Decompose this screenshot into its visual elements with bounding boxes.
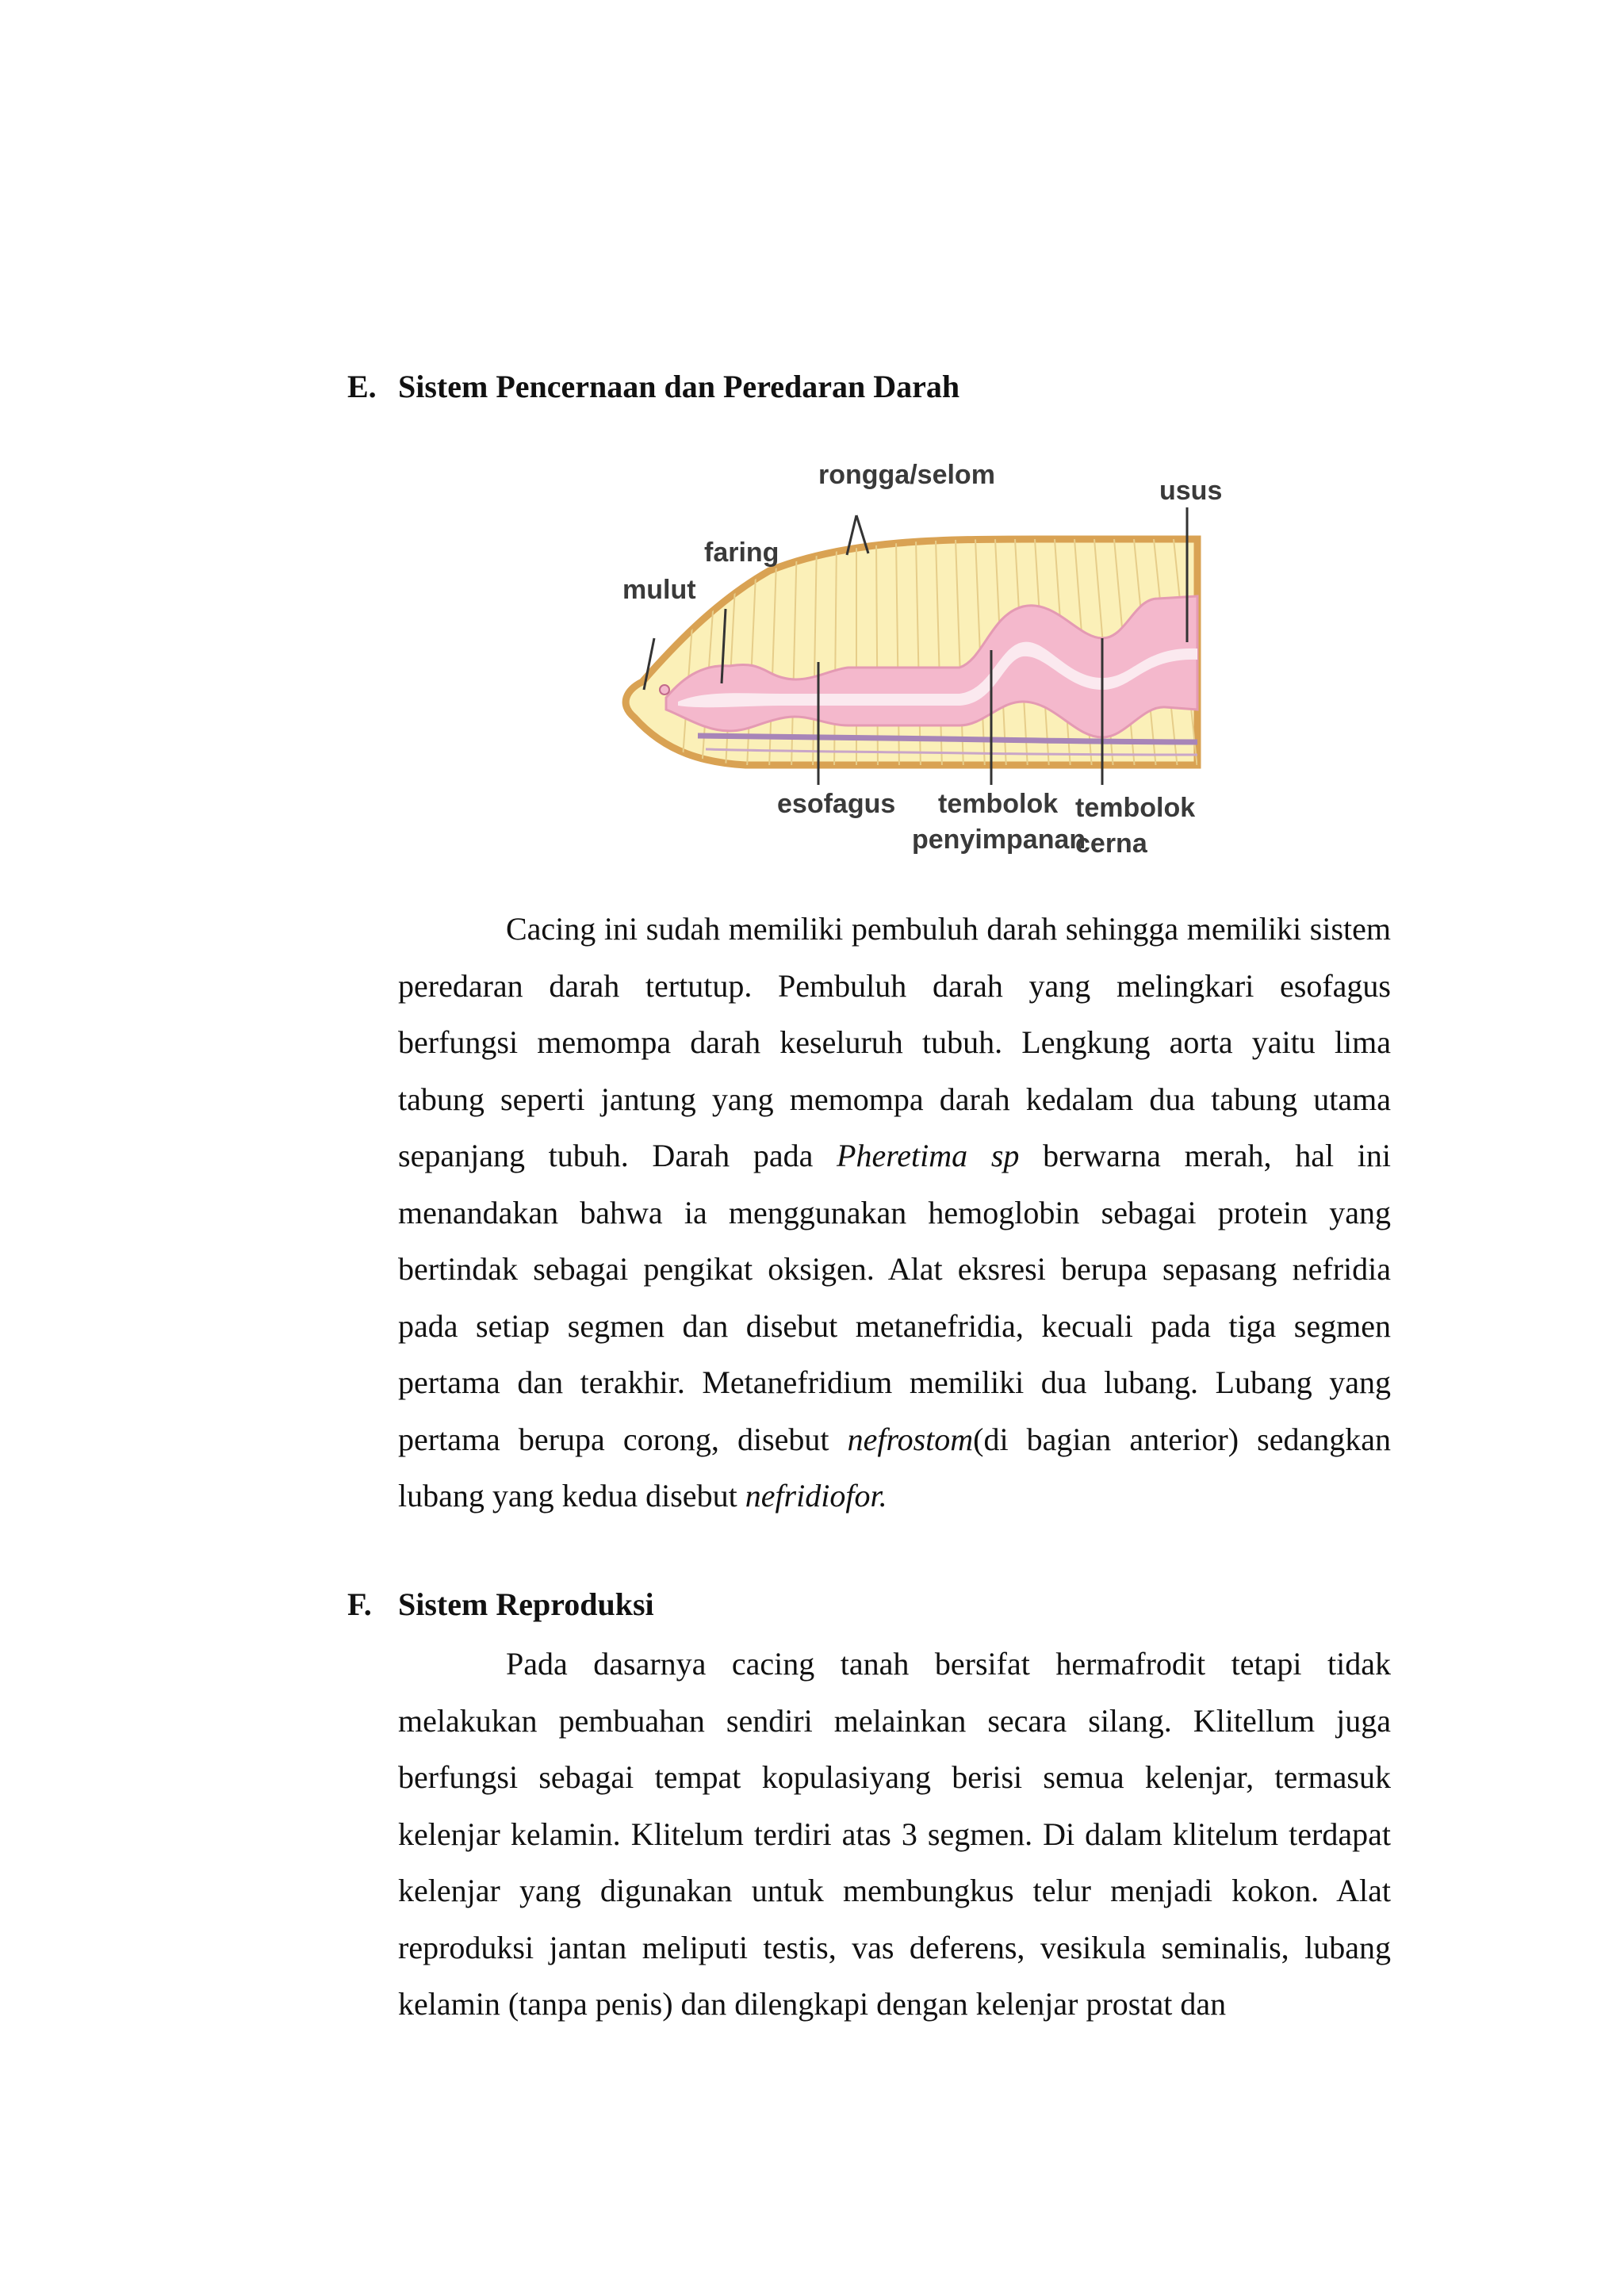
label-mulut: mulut: [622, 575, 696, 605]
label-tembolok-penyimpanan-1: tembolok: [938, 789, 1059, 819]
label-rongga-selom: rongga/selom: [818, 460, 995, 490]
label-tembolok-cerna-2: cerna: [1075, 828, 1147, 859]
paragraph-e-text-2: berwarna merah, hal ini menandakan bahwa ia menggunakan hemoglobin sebagai protein yang bertindak sebagai pengikat oksigen. Alat eksresi berupa sepasang nefridia pada setiap segmen dan disebut metanefridia, kecuali pada tiga segmen pertama dan terakhir. Metanefridium memiliki dua lubang. Lubang yang pertama berupa corong, disebut: [398, 1138, 1391, 1457]
paragraph-section-f: [398, 1636, 1391, 2033]
section-title-f: Sistem Reproduksi: [398, 1586, 654, 1622]
term-nefridiofor: nefridiofor.: [745, 1478, 887, 1513]
paragraph-e-text-1: Cacing ini sudah memiliki pembuluh darah sehingga memiliki sistem peredaran darah tertutup. Pembuluh darah yang melingkari esofagus berfungsi memompa darah keseluruh tubuh. Lengkung aorta yaitu lima tabung seperti jantung yang memompa darah kedalam dua tabung utama sepanjang tubuh. Darah pada: [398, 911, 1391, 1173]
label-esofagus: esofagus: [777, 789, 896, 819]
label-tembolok-penyimpanan-2: penyimpanan: [912, 825, 1086, 855]
paragraph-f-text: Pada dasarnya cacing tanah bersifat hermafrodit tetapi tidak melakukan pembuahan sendiri melainkan secara silang. Klitellum juga berfungsi sebagai tempat kopulasiyang berisi semua kelenjar, termasuk kelenjar kelamin. Klitelum terdiri atas 3 segmen. Di dalam klitelum terdapat kelenjar yang digunakan untuk membungkus telur menjadi kokon. Alat reproduksi jantan meliputi testis, vas deferens, vesikula seminalis, lubang kelamin (tanpa penis) dan dilengkapi dengan kelenjar prostat dan: [398, 1646, 1391, 2022]
earthworm-diagram: [611, 452, 1223, 880]
label-usus: usus: [1159, 476, 1223, 506]
term-nefrostom: nefrostom: [847, 1421, 974, 1457]
paragraph-e-text-3: (di bagian anterior) sedangkan lubang yang kedua disebut: [398, 1421, 1391, 1513]
label-faring: faring: [704, 538, 779, 568]
species-name: Pheretima sp: [837, 1138, 1020, 1173]
section-title-e: Sistem Pencernaan dan Peredaran Darah: [398, 369, 960, 404]
section-heading-f: [347, 1586, 654, 1624]
label-tembolok-cerna-1: tembolok: [1075, 793, 1196, 823]
paragraph-section-e: [398, 901, 1391, 1525]
section-letter-f: F.: [347, 1586, 372, 1622]
section-letter-e: E.: [347, 369, 377, 404]
section-heading-e: [347, 368, 959, 406]
mouth-marker: [660, 685, 669, 695]
